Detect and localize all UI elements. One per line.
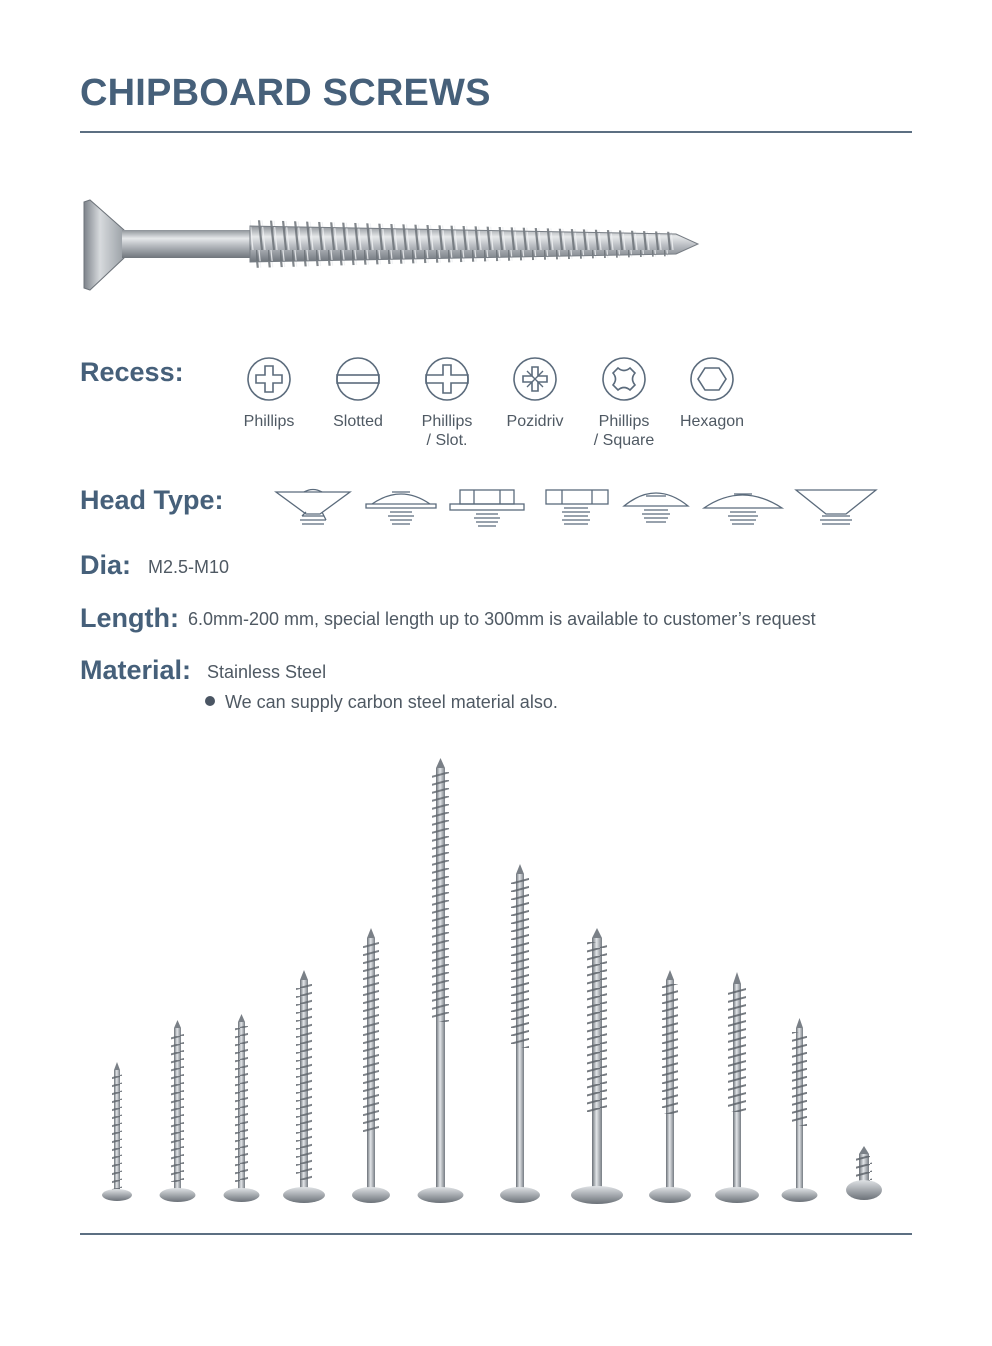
recess-label-line1: Hexagon [679,413,745,430]
material-note [205,692,558,713]
round-head-icon [624,493,688,522]
hex-washer-head-icon [450,490,524,526]
length-label: Length: [80,603,179,633]
material-value: Stainless Steel [207,662,327,682]
lineup-screw-8 [571,928,623,1204]
lineup-screw-5 [352,928,390,1203]
phillips-icon [246,356,292,402]
lineup-screw-4 [283,970,325,1203]
slotted-icon [335,356,381,402]
truss-head-icon [704,494,782,524]
page-title: CHIPBOARD SCREWS [80,72,491,114]
pozidriv-icon [512,356,558,402]
title-divider [80,131,912,133]
recess-label-line1: Phillips [243,413,295,430]
lineup-screw-10 [715,972,759,1203]
recess-label-line1: Slotted [333,413,383,430]
bottom-divider [80,1233,912,1235]
dia-value: M2.5-M10 [148,557,230,577]
flat-head-icon [796,490,876,524]
lineup-screw-12 [846,1146,882,1200]
length-value: 6.0mm-200 mm, special length up to 300mm is available to customer’s request [188,609,816,629]
lineup-screw-1 [102,1062,132,1201]
bullet-dot [205,696,215,706]
head-type-label: Head Type: [80,485,224,515]
recess-label: Recess: [80,357,184,387]
recess-item-slotted [308,356,408,431]
countersunk-head-icon [276,490,350,525]
lineup-screw-11 [782,1018,818,1202]
material-note-text: We can supply carbon steel material also. [225,692,558,712]
head-type-icons [272,486,884,530]
recess-item-pozidriv [485,356,585,431]
recess-label-line1: Pozidriv [506,413,564,430]
phillips-square-icon [601,356,647,402]
recess-label-line1: Phillips [421,413,473,430]
recess-label-line1: Phillips [598,413,650,430]
hex-head-icon [546,490,608,524]
hexagon-icon [689,356,735,402]
recess-item-hexagon [662,356,762,431]
recess-item-phillips-square [574,356,674,450]
lineup-screw-2 [160,1020,196,1202]
lineup-screw-9 [649,970,691,1203]
lineup-screw-6 [418,758,464,1203]
pan-washer-head-icon [366,492,436,524]
recess-item-phillips [219,356,319,431]
recess-label-line2: / Slot. [426,432,468,449]
lineup-screw-7 [500,864,540,1203]
hero-screw-image [76,190,716,300]
recess-item-phillips-slot [397,356,497,450]
material-label: Material: [80,655,192,685]
screw-lineup-image [0,740,992,1220]
recess-label-line2: / Square [593,432,655,449]
phillips-slot-icon [424,356,470,402]
lineup-screw-3 [224,1014,260,1202]
dia-label: Dia: [80,550,132,580]
